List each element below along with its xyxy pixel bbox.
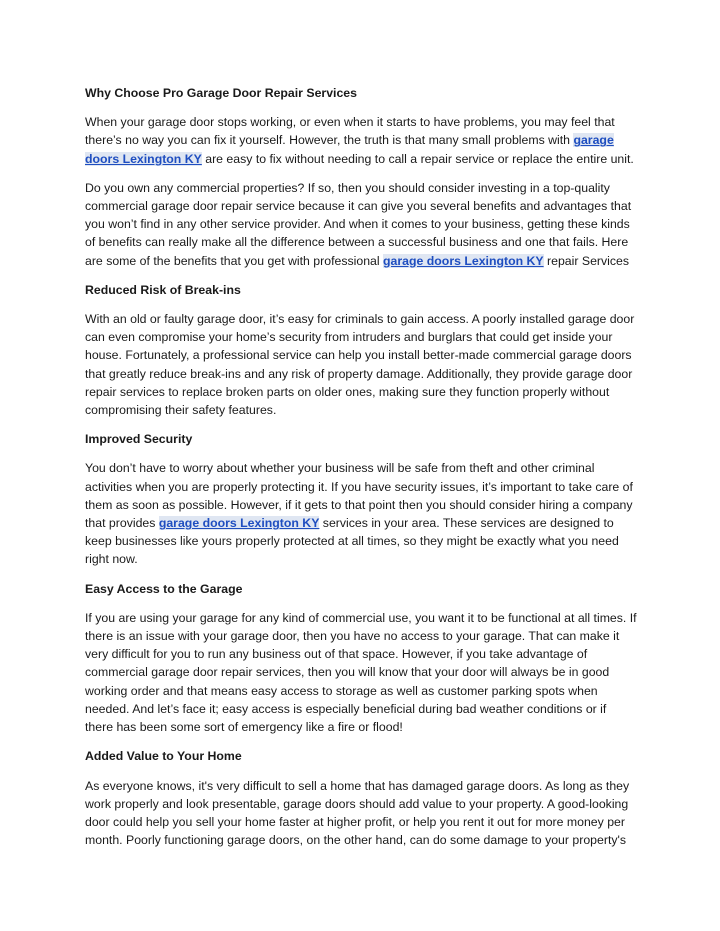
section-paragraph-added-value: As everyone knows, it's very difficult to sell a home that has damaged garage doors. As long as they work properly and look presentable, garage doors should add value to your property. A good-looking door could help you sell your home faster at higher profit, or help you rent it out for more money per month. Poorly functioning garage doors, on the other hand, can do some damage to your property's [85,778,630,848]
security-text-after-link: services in your area. These services are designed to keep businesses like yours properly protected at all times, so they might be exactly what you need right now. [85,516,619,567]
section-paragraph-easy-access: If you are using your garage for any kind of commercial use, you want it to be functional at all times. If there is an issue with your garage door, then you have no access to your garage. That can make it very difficult for you to run any business out of that space. However, if you take advantage of commercial garage door repair services, then you will know that your door will always be in good working order and that means easy access to storage as well as customer parking spots when needed. And let’s face it; easy access is especially beneficial during bad weather conditions or if there has been some sort of emergency like a fire or flood! [85,610,637,735]
section-heading-added-value: Added Value to Your Home [85,749,242,764]
intro-text-before-link: When your garage door stops working, or even when it starts to have problems, you may feel that there’s no way you can fix it yourself. However, the truth is that many small problems with [85,115,615,148]
commercial-text-before-link: Do you own any commercial properties? If so, then you should consider investing in a top-quality commercial garage door repair service because it can give you several benefits and advantages that you won’t find in any other service provider. And when it comes to your business, getting these kinds of benefits can really make all the difference between a successful business and one that fails. Here are some of the benefits that you get with professional [85,180,632,268]
section-heading-easy-access: Easy Access to the Garage [85,581,243,596]
section-paragraph-security [85,459,637,568]
garage-doors-link-1[interactable]: garage doors Lexington KY [85,133,614,166]
garage-doors-link-3[interactable]: garage doors Lexington KY [158,516,320,531]
document-title: Why Choose Pro Garage Door Repair Services [85,86,357,100]
document-body [85,84,637,860]
garage-doors-link-2[interactable]: garage doors Lexington KY [383,253,544,268]
intro-text-after-link: are easy to fix without needing to call a repair service or replace the entire unit. [201,151,634,166]
commercial-text-after-link: repair Services [543,253,630,268]
section-heading-security: Improved Security [85,432,193,447]
section-heading-break-ins: Reduced Risk of Break-ins [85,282,241,297]
intro-paragraph [85,113,637,168]
section-paragraph-break-ins: With an old or faulty garage door, it’s easy for criminals to gain access. A poorly installed garage door can even compromise your home’s security from intruders and burglars that could get inside your house. Fortunately, a professional service can help you install better-made commercial garage doors that greatly reduce break-ins and any risk of property damage. Additionally, they provide garage door repair services to replace broken parts on older ones, making sure they function properly without compromising their safety features. [85,312,635,418]
security-text-before-link: You don’t have to worry about whether your business will be safe from theft and other criminal activities when you are properly protecting it. If you have security issues, it’s important to take care of them as soon as possible. However, if it gets to that point then you should consider hiring a company that provides [85,461,633,531]
commercial-paragraph [85,179,637,270]
